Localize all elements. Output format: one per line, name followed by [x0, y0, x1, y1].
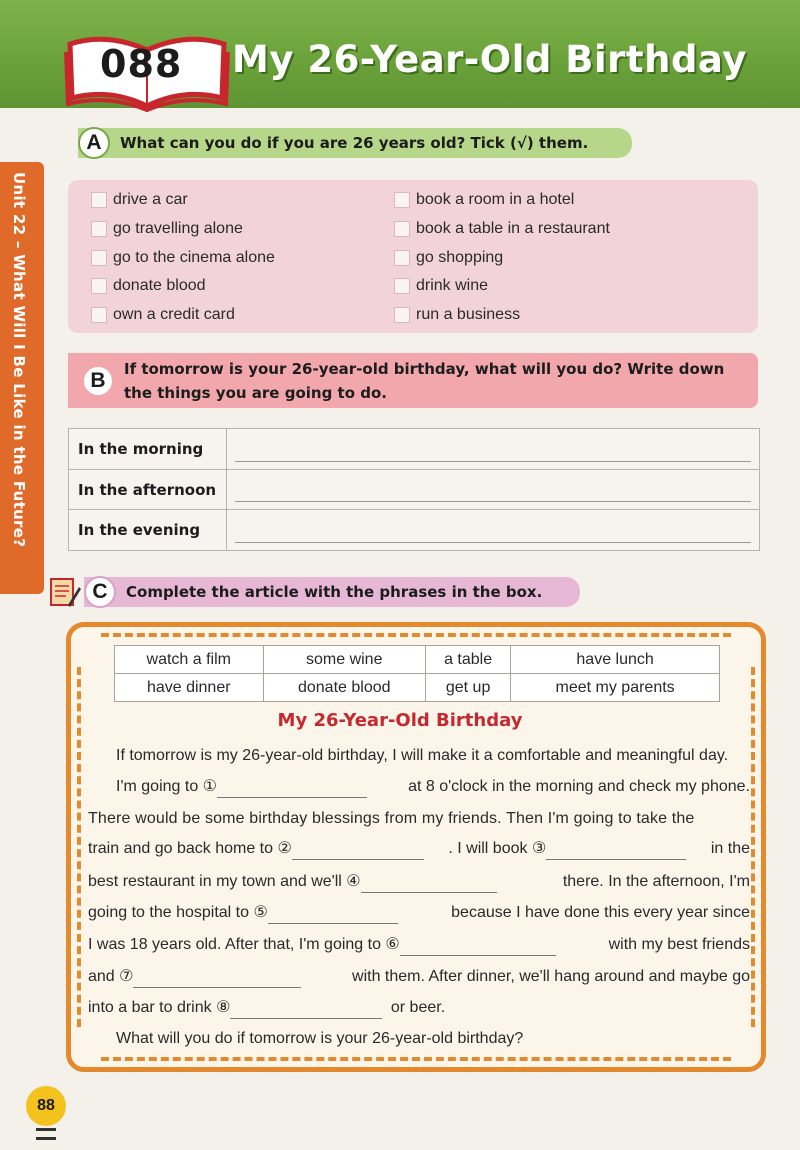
- checkbox[interactable]: [91, 278, 107, 294]
- option-label: go travelling alone: [113, 220, 243, 237]
- row-label: In the morning: [69, 429, 227, 470]
- unit-side-tab-label: Unit 22 – What Will I Be Like in the Future?: [10, 172, 28, 548]
- article-text: best restaurant in my town and we'll ④: [88, 873, 361, 890]
- article-text: train and go back home to ②: [88, 840, 292, 857]
- article-line: [88, 934, 750, 956]
- section-b-instruction: [124, 357, 724, 405]
- option-checkbox[interactable]: [394, 215, 610, 243]
- blank-5[interactable]: [268, 906, 398, 924]
- section-a-badge: A: [78, 127, 110, 159]
- row-label: In the afternoon: [69, 469, 227, 510]
- answer-field[interactable]: [227, 510, 760, 551]
- blank-3[interactable]: [546, 842, 686, 860]
- article-line: [88, 838, 750, 860]
- article-text: . I will book ③: [448, 840, 547, 857]
- blank-2[interactable]: [292, 842, 424, 860]
- article-text: I was 18 years old. After that, I'm going to ⑥: [88, 936, 400, 953]
- article-text: going to the hospital to ⑤: [88, 904, 268, 921]
- checkbox[interactable]: [91, 307, 107, 323]
- section-b-header: [68, 353, 758, 408]
- section-b-instruction-line: If tomorrow is your 26-year-old birthday, what will you do? Write down: [124, 359, 725, 378]
- article-text: or beer.: [390, 999, 446, 1016]
- phrase-cell: have dinner: [115, 674, 264, 702]
- article-text: with them. After dinner, we'll hang around and maybe go: [352, 968, 750, 985]
- section-c-badge: C: [84, 576, 116, 608]
- blank-1[interactable]: [217, 780, 367, 798]
- answer-field[interactable]: [227, 469, 760, 510]
- article-line: [88, 997, 750, 1019]
- frame-dashes: [101, 1057, 731, 1061]
- lesson-number: 088: [100, 42, 183, 86]
- option-label: go shopping: [416, 249, 504, 266]
- article-text: there. In the afternoon, I'm: [562, 873, 750, 890]
- option-checkbox[interactable]: [394, 301, 520, 329]
- option-checkbox[interactable]: [394, 244, 503, 272]
- section-a-instruction: What can you do if you are 26 years old? Tick (√) them.: [120, 134, 589, 152]
- table-row: [69, 429, 760, 470]
- checkbox[interactable]: [394, 221, 410, 237]
- section-a-header: [78, 128, 632, 158]
- option-label: own a credit card: [113, 306, 235, 323]
- article-text: I'm going to ①: [116, 778, 217, 795]
- table-row: [69, 469, 760, 510]
- phrase-cell: watch a film: [115, 646, 264, 674]
- option-label: donate blood: [113, 277, 206, 294]
- blank-6[interactable]: [400, 938, 556, 956]
- option-checkbox[interactable]: [91, 272, 206, 300]
- section-b-instruction-line: the things you are going to do.: [124, 383, 387, 402]
- section-c-instruction: Complete the article with the phrases in the box.: [126, 583, 543, 601]
- option-label: book a table in a restaurant: [416, 220, 610, 237]
- option-checkbox[interactable]: [394, 186, 574, 214]
- phrase-cell: have lunch: [511, 646, 720, 674]
- phrase-cell: a table: [426, 646, 511, 674]
- article-line: [88, 966, 750, 988]
- option-label: drink wine: [416, 277, 489, 294]
- option-checkbox[interactable]: [91, 186, 188, 214]
- article-line: [116, 776, 750, 798]
- article-text: because I have done this every year since: [451, 904, 750, 921]
- option-checkbox[interactable]: [91, 301, 235, 329]
- answer-field[interactable]: [227, 429, 760, 470]
- pencil-notebook-icon: [48, 575, 82, 609]
- section-b-badge: B: [82, 365, 114, 397]
- blank-4[interactable]: [361, 875, 497, 893]
- table-row: [115, 646, 720, 674]
- blank-7[interactable]: [133, 970, 301, 988]
- frame-dashes: [101, 633, 731, 637]
- checkbox[interactable]: [394, 192, 410, 208]
- phrase-cell: meet my parents: [511, 674, 720, 702]
- page-number: 88: [26, 1086, 66, 1126]
- article-line: What will you do if tomorrow is your 26-year-old birthday?: [116, 1030, 524, 1047]
- option-checkbox[interactable]: [91, 244, 275, 272]
- checkbox[interactable]: [91, 250, 107, 266]
- article-title: My 26-Year-Old Birthday: [277, 710, 523, 731]
- table-row: [115, 674, 720, 702]
- article-text: and ⑦: [88, 968, 134, 985]
- unit-side-tab: [0, 162, 44, 594]
- phrase-cell: get up: [426, 674, 511, 702]
- phrase-box: [114, 645, 720, 702]
- article-line: [88, 871, 750, 893]
- article-text: at 8 o'clock in the morning and check my phone.: [408, 778, 750, 795]
- article-text: with my best friends: [608, 936, 750, 953]
- page-title: My 26-Year-Old Birthday: [232, 38, 747, 81]
- article-line: There would be some birthday blessings from my friends. Then I'm going to take the: [88, 810, 695, 827]
- article-line: If tomorrow is my 26-year-old birthday, I will make it a comfortable and meaningful day.: [116, 747, 729, 764]
- table-row: [69, 510, 760, 551]
- article-text: in the: [710, 840, 750, 857]
- phrase-cell: some wine: [263, 646, 426, 674]
- section-c-header: [84, 577, 580, 607]
- option-checkbox[interactable]: [91, 215, 243, 243]
- section-b-table: [68, 428, 760, 551]
- checkbox[interactable]: [91, 221, 107, 237]
- option-label: book a room in a hotel: [416, 191, 575, 208]
- article-text: into a bar to drink ⑧: [88, 999, 231, 1016]
- option-label: run a business: [416, 306, 521, 323]
- checkbox[interactable]: [91, 192, 107, 208]
- checkbox[interactable]: [394, 250, 410, 266]
- lightbulb-base-icon: [36, 1128, 56, 1140]
- option-label: go to the cinema alone: [113, 249, 275, 266]
- option-checkbox[interactable]: [394, 272, 488, 300]
- blank-8[interactable]: [230, 1001, 382, 1019]
- article-line: [88, 902, 750, 924]
- option-label: drive a car: [113, 191, 188, 208]
- row-label: In the evening: [69, 510, 227, 551]
- checkbox[interactable]: [394, 278, 410, 294]
- checkbox[interactable]: [394, 307, 410, 323]
- phrase-cell: donate blood: [263, 674, 426, 702]
